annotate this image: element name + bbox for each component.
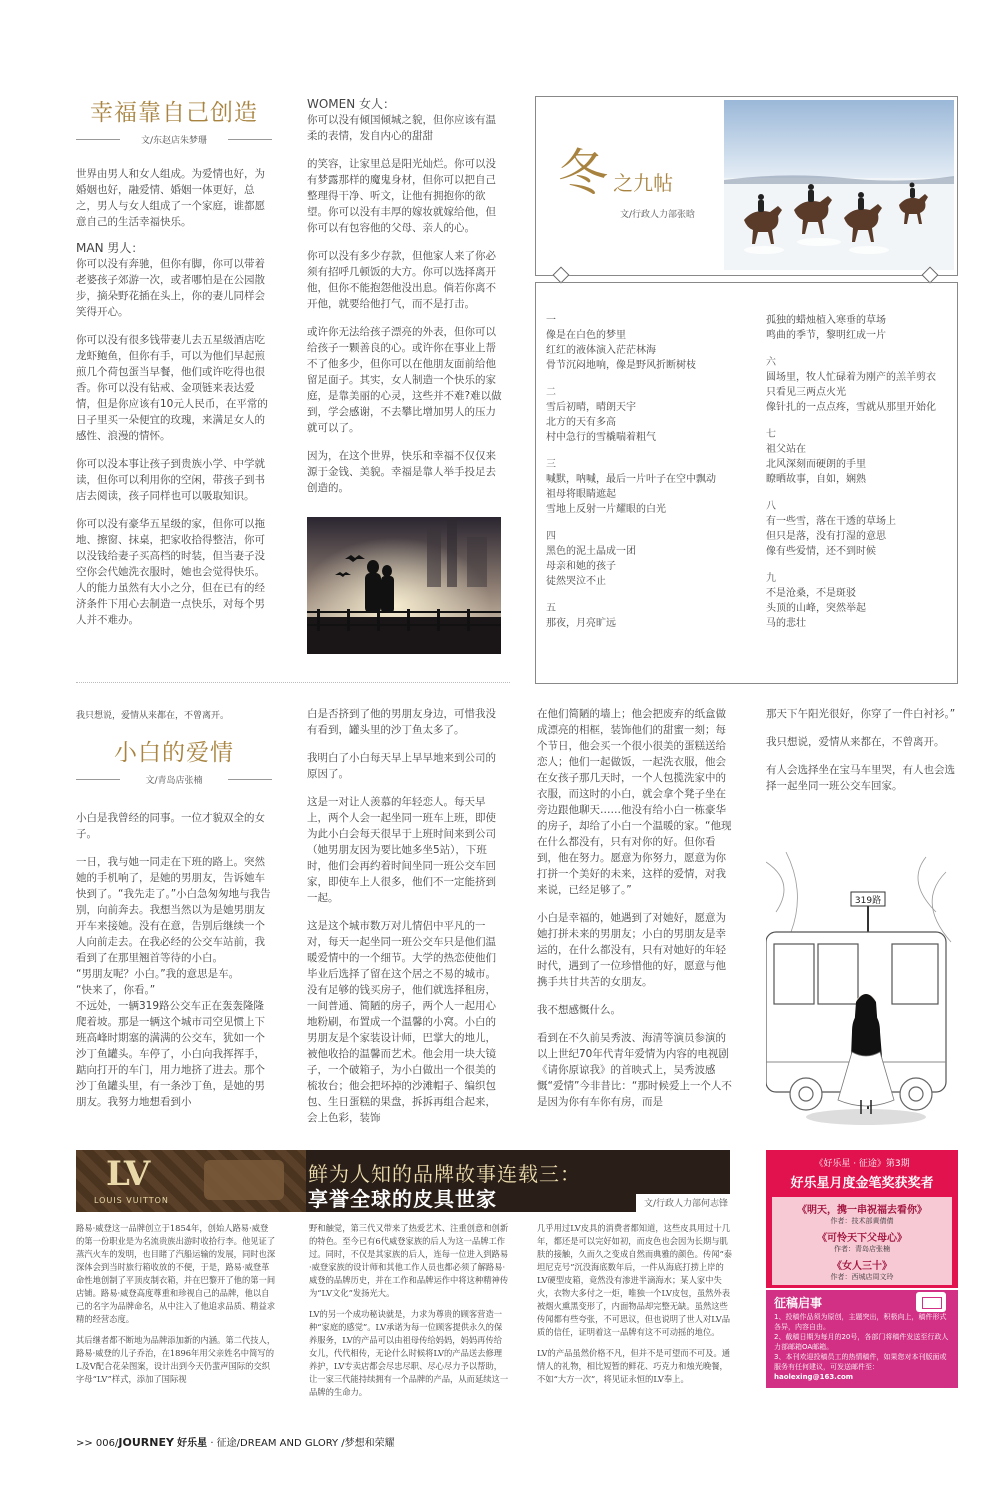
article2-paragraph: 一日，我与她一同走在下班的路上。突然她的手机响了，是她的男朋友，告诉她车快到了。“我先走了。”小白急匆匆地与我告别，向前奔去。我想当然以为是她男朋友开车来接她。没有在意，告别后继续一个人向前走去。在我必经的公交车站前，我看到了在那里翘首等待的小白。 “男朋友呢？小白。”我的意思是车。 “快来了，你看。” 不远处，一辆319路公交车正在轰轰隆隆爬着坡。那是一辆这个城市司空见惯上下班高峰时期塞的满满的公交车，犹如一个沙丁鱼罐头。车停了，小白向我挥挥手，踮向打开的车门，用力地挤了进去。那个沙丁鱼罐头里，有一条沙丁鱼，是她的男朋友。我努力地想看到小 [76, 856, 271, 1108]
stanza-number: 四 [546, 531, 556, 542]
poem-stanza [766, 355, 956, 415]
poem-title-sub: 之九帖 [613, 171, 674, 195]
stanza-number: 九 [766, 573, 776, 584]
man-paragraph: 你可以没有奔驰，但你有脚，你可以带着老婆孩子郊游一次，或者哪怕是在公园散步，摘朵野花插在头上，你的妻儿同样会笑得开心。 [76, 258, 265, 318]
poem-line: 马的悲壮 [766, 618, 806, 629]
article2-header [76, 734, 272, 786]
poem-line: 黑色的泥土晶成一团 [546, 546, 636, 557]
poem-line: 像是在白色的梦里 [546, 330, 626, 341]
poem-line: 雪地上反射一片耀眼的白光 [546, 504, 666, 515]
footer-journey: JOURNEY [118, 1436, 174, 1449]
poem-body-box [535, 282, 958, 684]
article2-col1 [76, 810, 272, 1122]
women-paragraph: 或许你无法给孩子漂亮的外表，但你可以给孩子一颗善良的心。或许你在事业上帮不了他多少，但你可以在他朋友面前给他留足面子。其实，女人制造一个快乐的家庭，是靠美丽的心灵，这些并不难?难以做到，学会感谢，不去攀比增加男人的压力就可以了。 [307, 326, 502, 434]
man-heading: MAN 男人： [76, 241, 144, 255]
poem-title-main: 冬 [558, 144, 608, 202]
lv-paragraph: 野和触觉，第三代又带来了热爱艺术、注重创意和创新的特色。至今已有6代威登家族的后人为这一品牌工作过。同时，不仅是其家族的后人，连每一位进入到路易·威登家族的设计师和其他工作人员也都必须了解路易·威登的品牌历史，并在工作和品牌运作中将这种精神传为“LV文化”发扬光大。 [309, 1223, 509, 1298]
article2-paragraph: 小白是幸福的，她遇到了对她好，愿意为她打拼未来的男朋友；小白的男朋友是幸运的，在什么都没有，只有对她好的年轻时代，遇到了一位珍惜他的好，愿意与他携手共甘共苦的女朋友。 [537, 912, 726, 988]
article2-paragraph: 看到在不久前吴秀波、海清等演员参演的以上世纪70年代青年爱情为内容的电视剧《请你原谅我》的首映式上，吴秀波感慨“爱情”今非昔比：“那时候爱上一个人不是因为你有车你有房，而是 [537, 1032, 732, 1108]
man-paragraph: 你可以没有很多钱带妻儿去五星级酒店吃龙虾鲍鱼，但你有手，可以为他们早起煎煎几个荷包蛋当早餐，他们或许吃得也很香。你可以没有钻戒、金项链来表达爱情，但是你应该有10元人民币，在平常的日子里买一朵便宜的玫瑰，来满足女人的感性、浪漫的情怀。 [76, 334, 268, 442]
bus-sign-text: 319路 [854, 896, 882, 906]
poem-line: 祖父站在 [766, 444, 806, 455]
lv-col3 [537, 1222, 733, 1394]
footer-brand: 好乐星 [177, 1438, 208, 1449]
poem-line: 村中急行的雪橇喘着粗气 [546, 432, 656, 443]
man-paragraph: 你可以没本事让孩子到贵族小学、中学就读，但你可以利用你的空闲，带孩子到书店去阅读，孩子同样也可以吸取知识。 [76, 458, 265, 502]
poem-title [558, 133, 673, 205]
poem-line: 不是沧桑，不是斑驳 [766, 588, 856, 599]
award-work: 《可怜天下父母心》 [817, 1233, 907, 1244]
article1-col1 [76, 166, 272, 640]
poem-stanza [546, 601, 746, 631]
footer-rest: · 征途/DREAM AND GLORY /梦想和荣耀 [207, 1438, 395, 1449]
poem-stanza [766, 313, 956, 343]
poem-stanza [766, 571, 956, 631]
lv-paragraph: LV的产品虽然价格不凡，但并不是可望而不可及。通情人的礼物，相比短暂的鲜花、巧克力和烛光晚餐，不如“大方一次”，将见证永恒的LV奉上。 [537, 1348, 731, 1384]
poem-line: 那夜，月亮旷远 [546, 618, 616, 629]
women-paragraph: 的笑容，让家里总是阳光灿烂。你可以没有梦露那样的魔鬼身材，但你可以把自己整理得干净、听文，让他有拥抱你的欲望。你可以没有丰厚的嫁妆就嫁给他，但你可以有包容他的父母、亲人的心。 [307, 158, 496, 234]
stanza-number: 二 [546, 387, 556, 398]
women-heading: WOMEN 女人： [307, 97, 396, 111]
poem-line: 但只是落，没有打湿的意思 [766, 531, 886, 542]
article2-col2 [307, 706, 503, 1138]
article2-col4 [766, 706, 960, 806]
poem-line: 头顶的山峰，突然举起 [766, 603, 866, 614]
stanza-number: 六 [766, 357, 776, 368]
poem-line: 雪后初晴，晴朗天宇 [546, 402, 636, 413]
poem-line: 北方的天有多高 [546, 417, 616, 428]
call-title: 征稿启事 [774, 1296, 823, 1310]
poem-byline: 文/行政人力部张晗 [620, 210, 696, 220]
call-box [766, 1290, 958, 1388]
poem-col-right [766, 313, 956, 643]
couple-photo [307, 517, 501, 654]
award-author: 作者：青岛店张楠 [834, 1245, 890, 1253]
article2-paragraph: 这是这个城市数万对儿情侣中平凡的一对，每天一起坐同一班公交车只是他们温暖爱情中的一个细节。大学的热恋使他们毕业后选择了留在这个居之不易的城市。没有足够的钱买房子，他们就选择租房，一间普通、简陋的房子，两个人一起用心地粉刷，布置成一个温馨的小窝。小白的男朋友是个家装设计师，巴掌大的地儿，被他收拾的温馨而艺术。他会用一块大镜子，一个破箱子，为小白做出一个很美的梳妆台；他会把坏掉的沙滩帽子、编织包包、生日蛋糕的果盘，拆拆再组合起来，会上色彩，装饰 [307, 920, 496, 1124]
article2-paragraph: 我明白了小白每天早上早早地来到公司的原因了。 [307, 752, 496, 780]
poem-line: 孤独的蜡烛植入寒垂的草场 [766, 315, 886, 326]
award-box [766, 1150, 958, 1288]
lv-col1 [76, 1222, 276, 1394]
article2-paragraph: 我不想感慨什么。 [537, 1004, 621, 1016]
award-winners [772, 1197, 952, 1285]
lv-col2 [309, 1222, 509, 1407]
poem-line: 祖母将眼睛遮起 [546, 489, 616, 500]
award-work: 《明天，携一串祝福去看你》 [797, 1205, 927, 1216]
article2-paragraph: 白是否挤到了他的男朋友身边，可惜我没有看到，罐头里的沙丁鱼太多了。 [307, 708, 496, 736]
stanza-number: 三 [546, 459, 556, 470]
lv-headline2: 享誉全球的皮具世家 [308, 1187, 497, 1211]
award-author: 作者：技术部黄倩倩 [830, 1217, 894, 1225]
award-title-main: 好乐星月度金笔奖获奖者 [790, 1176, 934, 1191]
call-items [774, 1312, 950, 1382]
poem-col-left [546, 313, 746, 643]
article2-paragraph: 在他们简陋的墙上；他会把废弃的纸盒做成漂亮的相框，装饰他们的甜蜜一刻；每个节日，他会买一个很小很美的蛋糕送给恋人；他们一起做饭，一起洗衣服，他会在女孩子那几天时，一个人包揽洗家中的衣服，而这时的小白，就会拿个凳子坐在旁边跟他聊天……他没有给小白一栋豪华的房子，却给了小白一个温暖的家。“他现在什么都没有，只有对你的好。但你看到，他在努力。愿意为你努力，愿意为你打拼一个美好的未来，这样的爱情，对我来说，已经足够了。” [537, 708, 732, 896]
article2-paragraph: 小白是我曾经的同事。一位才貌双全的女子。 [76, 812, 265, 840]
lv-banner [76, 1150, 730, 1212]
award-title-small: 《好乐星 · 征途》第3期 [814, 1159, 910, 1169]
article1-title: 幸福靠自己创造 [90, 100, 258, 126]
poem-line: 母亲和她的孩子 [546, 561, 616, 572]
poem-stanza [546, 313, 746, 373]
footer-prefix: >> 006/ [76, 1438, 119, 1449]
poem-stanza [766, 427, 956, 487]
stanza-number: 八 [766, 501, 776, 512]
women-paragraph: 因为，在这个世界，快乐和幸福不仅仅来源于金钱、美貌。幸福是靠人举手投足去创造的。 [307, 450, 496, 494]
article2-paragraph: 这是一对让人羡慕的年轻恋人。每天早上，两个人会一起坐同一班车上班，即使为此小白会每天很早于上班时间来到公司（她男朋友因为要比她多坐5站），下班时，他们会再约着时间坐同一班公交车回家，即使车上人很多，他们不一定能挤到一起。 [307, 796, 496, 904]
bus-stop-illustration [766, 852, 958, 1132]
poem-line: 北风深刻而硬朗的手里 [766, 459, 866, 470]
lv-paragraph: 其后继者都不断地为品牌添加新的内涵。第二代技人，路易·威登的儿子乔治，在1896年用父亲姓名中简写的L及V配合花朵图案，设计出到今天仍蜚声国际的交织字母“LV”样式，添加了国际视 [76, 1335, 276, 1384]
award-author: 作者：西城店周文玲 [830, 1273, 894, 1281]
article2-paragraph: 那天下午阳光很好，你穿了一件白衬衫。” [766, 708, 956, 720]
poem-header-box [535, 96, 958, 276]
article1-header [76, 94, 272, 146]
article1-byline: 文/东赵店朱梦珊 [76, 133, 272, 146]
women-intro: 你可以没有倾国倾城之貌，但你应该有温柔的表情，发自内心的甜甜 [307, 114, 496, 142]
poem-line: 只看见三两点火光 [766, 387, 846, 398]
article2-title: 小白的爱情 [114, 740, 234, 766]
call-item: 1、投稿作品须为原创，主题突出，积极向上，稿件形式各异，内容自由。 [774, 1313, 947, 1331]
poem-line: 像针扎的一点点疼，雪就从那里开始化 [766, 402, 936, 413]
article2-quote: 我只想说，爱情从来都在，不曾离开。 [76, 711, 230, 721]
poem-line: 鸣曲的季节，黎明红成一片 [766, 330, 886, 341]
lv-logo-text: LOUIS VUITTON [94, 1196, 169, 1205]
poem-line: 红红的液体演入茫茫林海 [546, 345, 656, 356]
mailbox-icon [916, 1292, 946, 1312]
lv-paragraph: 几乎用过LV皮具的消费者都知道，这些皮具用过十几年，都还是可以完好如初，而皮色也会因为长期与肌肤的接触，久而久之变成自然而典雅的颜色。传闻“泰坦尼克号”沉没海底数年后，一件从海底打捞上岸的LV硬型皮箱，竟然没有渗进半滴海水；某人家中失火，衣物大多付之一炬，唯独一个LV皮包，虽然外表被烟火熏黑变形了，内面物品却完整无缺。虽然这些传闻都有些夸张，不可思议，但也说明了世人对LV品质的信任，证明着这一品牌有这不可动摇的地位。 [537, 1223, 733, 1337]
poem-line: 喊默，呐喊，最后一片叶子在空中飘动 [546, 474, 716, 485]
poem-line: 徒然哭泣不止 [546, 576, 606, 587]
stanza-number: 五 [546, 603, 556, 614]
lv-byline: 文/行政人力部何志锋 [643, 1199, 728, 1209]
poem-line: 圆场里，牧人忙碌着为刚产的羔羊剪衣 [766, 372, 936, 383]
poem-stanza [546, 457, 746, 517]
man-paragraph: 你可以没有豪华五星级的家，但你可以拖地、擦窗、抹桌，把家收拾得整洁，你可以没钱给妻子买高档的时装，但当妻子没空你会代她洗衣服时，她也会觉得快乐。人的能力虽然有大小之分，但在已有的经济条件下用心去制造一点快乐，对每个男人并不难办。 [76, 518, 265, 626]
poem-line: 瞭晒故事，自如，娴熟 [766, 474, 866, 485]
call-email: haolexing@163.com [774, 1373, 854, 1381]
winter-horses-photo [724, 100, 954, 270]
poem-stanza [546, 529, 746, 589]
poem-line: 像有些爱情，还不到时候 [766, 546, 876, 557]
article2-paragraph: 有人会选择坐在宝马车里哭，有人也会选择一起坐同一班公交车回家。 [766, 764, 955, 792]
section-divider [76, 682, 510, 683]
poem-stanza [546, 385, 746, 445]
award-work: 《女人三十》 [832, 1261, 892, 1272]
lv-paragraph: LV的另一个成功秘诀就是，力求为尊贵的顾客营造一种“家庭的感觉”。LV承诺为每一位顾客提供永久的保养服务，LV的产品可以由祖母传给妈妈，妈妈再传给女儿，代代相传，无论什么时候将LV的产品送去修理养护，LV专卖店都会尽忠尽职、尽心尽力予以帮助，让一家三代能持续拥有一个品牌的产品，从而延续这一品牌的生命力。 [309, 1309, 509, 1397]
lv-bag-icon [204, 1160, 284, 1200]
article2-col3 [537, 706, 733, 1122]
article2-paragraph: 我只想说，爱情从来都在，不曾离开。 [766, 736, 945, 748]
article2-byline: 文/青岛店张楠 [76, 773, 272, 786]
stanza-number: 七 [766, 429, 776, 440]
call-item: 2、截稿日期为每月的20号，各部门将稿件发送至行政人力部邮箱OA邮箱。 [774, 1333, 949, 1351]
women-paragraph: 你可以没有多少存款，但他家人来了你必须有招呼几顿饭的大方。你可以选择离开他，但你不能抱怨他没出息。倘若你离不开他，就要给他打气，而不是打击。 [307, 250, 496, 310]
poem-stanza [766, 499, 956, 559]
poem-line: 有一些雪，落在干透的草场上 [766, 516, 896, 527]
poem-line: 骨节沉闷地响，像是野风折断树枝 [546, 360, 696, 371]
article1-intro: 世界由男人和女人组成。为爱情也好，为婚姻也好，融爱情、婚姻一体更好，总之，男人与女人组成了一个家庭，谁都愿意自己的生活幸福快乐。 [76, 168, 265, 228]
lv-logo-icon: LV [106, 1154, 149, 1194]
stanza-number: 一 [546, 315, 556, 326]
call-item: 3、本刊欢迎投稿员工的热情稿件，如果您对本刊版面或服务有任何建议，可发送邮件至： [774, 1353, 947, 1371]
lv-paragraph: 路易·威登这一品牌创立于1854年，创始人路易·威登的第一份职业是为名流贵族出游时收拾行李。他见证了蒸汽火车的发明，也目睹了汽船运输的发展，同时也深深体会到当时旅行箱收放的不便，于是，路易·威登革命性地创制了平顶皮制衣箱，并在巴黎开了他的第一间店铺。路易·威登高度尊重和珍视自己的品牌，他以自己的名字为品牌命名，从中注入了他追求品质、精益求精的经营态度。 [76, 1223, 276, 1324]
page-footer [76, 1434, 395, 1449]
article1-col2 [307, 96, 503, 508]
lv-headline1: 鲜为人知的品牌故事连载三： [308, 1162, 581, 1186]
